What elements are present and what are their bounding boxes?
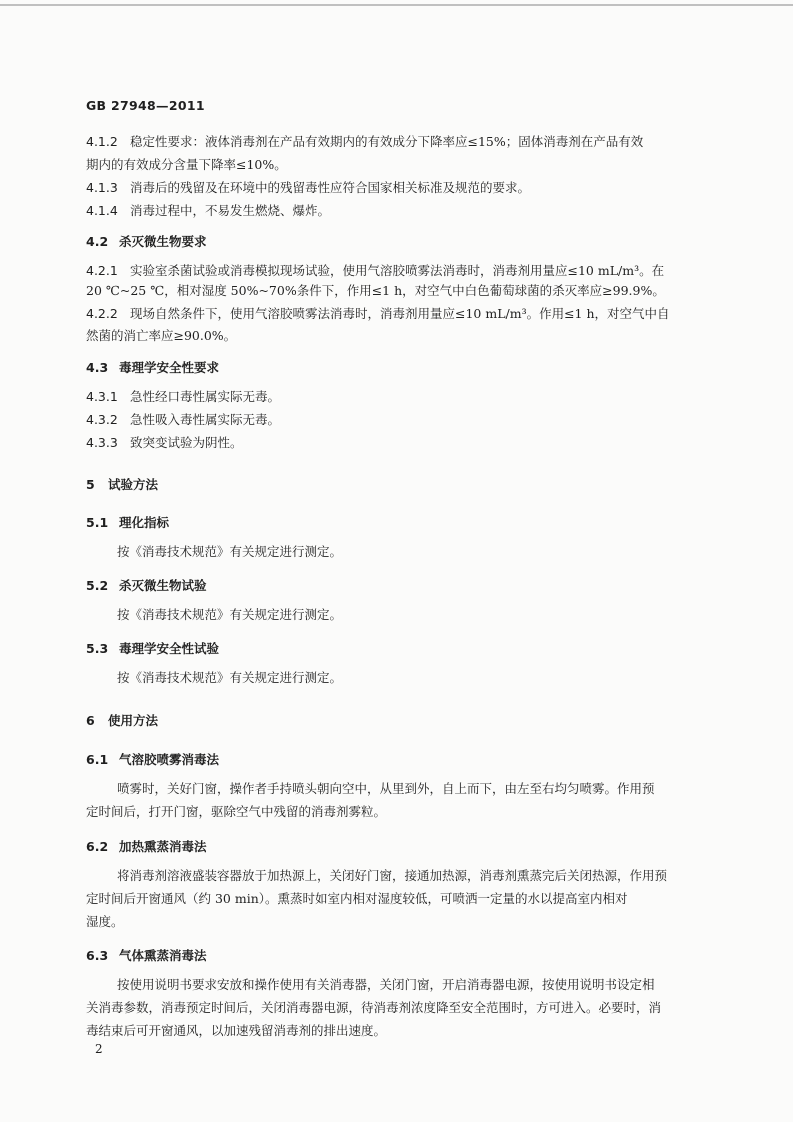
section-5-3-text: 按《消毒技术规范》有关规定进行测定。 (117, 670, 343, 685)
clause-4-3-3 (86, 435, 243, 451)
section-6-3-text-line1: 按使用说明书要求安放和操作使用有关消毒器，关闭门窗，开启消毒器电源，按使用说明书设定相 (117, 977, 655, 992)
clause-number: 4.1.3 (86, 180, 118, 195)
standard-id: GB 27948—2011 (86, 98, 205, 113)
clause-4-3-1 (86, 389, 280, 405)
clause-text: 稳定性要求：液体消毒剂在产品有效期内的有效成分下降率应≤15%；固体消毒剂在产品有效 (130, 134, 644, 149)
clause-number: 4.3.3 (86, 435, 118, 450)
clause-text: 急性经口毒性属实际无毒。 (130, 389, 281, 404)
clause-4-2-1-cont: 20 ℃~25 ℃，相对湿度 50%~70%条件下，作用≤1 h，对空气中白色葡萄球菌的杀灭率应≥99.9%。 (86, 283, 665, 298)
clause-number: 4.3.2 (86, 412, 118, 427)
section-number: 5.3 (86, 641, 109, 656)
clause-4-2-2 (86, 306, 670, 322)
clause-number: 4.3.1 (86, 389, 118, 404)
section-6-1-heading (86, 752, 219, 768)
clause-4-1-2 (86, 134, 710, 150)
section-title: 加热熏蒸消毒法 (119, 839, 207, 854)
clause-text: 消毒过程中，不易发生燃烧、爆炸。 (130, 203, 331, 218)
section-title: 杀灭微生物要求 (119, 234, 207, 249)
clause-number: 4.1.4 (86, 203, 118, 218)
clause-4-3-2 (86, 412, 280, 428)
section-title: 气体熏蒸消毒法 (119, 948, 207, 963)
chapter-title: 试验方法 (108, 477, 159, 492)
chapter-5-heading (86, 477, 158, 493)
section-6-2-heading (86, 839, 207, 855)
section-number: 5.2 (86, 578, 109, 593)
section-number: 6.1 (86, 752, 109, 767)
section-4-2-heading (86, 234, 207, 250)
section-4-3-heading (86, 360, 219, 376)
section-5-3-heading (86, 641, 219, 657)
section-6-3-heading (86, 948, 207, 964)
section-6-2-text-line2: 定时间后开窗通风（约 30 min）。熏蒸时如室内相对湿度较低，可喷洒一定量的水以提高室内相对 (86, 891, 628, 906)
section-5-1-heading (86, 515, 169, 531)
section-number: 4.3 (86, 360, 109, 375)
chapter-number: 5 (86, 477, 95, 492)
clause-4-1-4 (86, 203, 330, 219)
clause-text: 消毒后的残留及在环境中的残留毒性应符合国家相关标准及规范的要求。 (130, 180, 531, 195)
section-number: 4.2 (86, 234, 109, 249)
clause-number: 4.1.2 (86, 134, 118, 149)
section-6-1-text-line1: 喷雾时，关好门窗，操作者手持喷头朝向空中，从里到外，自上而下，由左至右均匀喷雾。作用预 (117, 781, 655, 796)
clause-number: 4.2.1 (86, 263, 118, 278)
top-rule (0, 4, 793, 6)
section-title: 理化指标 (119, 515, 170, 530)
clause-text: 现场自然条件下，使用气溶胶喷雾法消毒时，消毒剂用量应≤10 mL/m³。作用≤1 h，对空气中自 (130, 306, 670, 321)
chapter-6-heading (86, 713, 158, 729)
clause-4-1-3 (86, 180, 530, 196)
section-5-1-text: 按《消毒技术规范》有关规定进行测定。 (117, 544, 343, 559)
section-number: 5.1 (86, 515, 109, 530)
section-6-3-text-line3: 毒结束后可开窗通风，以加速残留消毒剂的排出速度。 (86, 1023, 387, 1038)
section-5-2-text: 按《消毒技术规范》有关规定进行测定。 (117, 607, 343, 622)
section-title: 毒理学安全性试验 (119, 641, 220, 656)
section-title: 杀灭微生物试验 (119, 578, 207, 593)
clause-text: 实验室杀菌试验或消毒模拟现场试验，使用气溶胶喷雾法消毒时，消毒剂用量应≤10 mL/m³。在 (130, 263, 665, 278)
section-number: 6.2 (86, 839, 109, 854)
chapter-title: 使用方法 (108, 713, 159, 728)
chapter-number: 6 (86, 713, 95, 728)
section-6-2-text-line3: 湿度。 (86, 914, 124, 929)
clause-4-2-2-cont: 然菌的消亡率应≥90.0%。 (86, 328, 237, 343)
clause-text: 致突变试验为阴性。 (130, 435, 243, 450)
clause-text: 急性吸入毒性属实际无毒。 (130, 412, 281, 427)
section-title: 毒理学安全性要求 (119, 360, 220, 375)
section-6-2-text-line1: 将消毒剂溶液盛装容器放于加热源上，关闭好门窗，接通加热源，消毒剂熏蒸完后关闭热源，作用预 (117, 868, 668, 883)
page-number: 2 (95, 1042, 103, 1056)
clause-4-2-1 (86, 263, 664, 279)
section-6-3-text-line2: 关消毒参数，消毒预定时间后，关闭消毒器电源，待消毒剂浓度降至安全范围时，方可进入。必要时，消 (86, 1000, 662, 1015)
section-number: 6.3 (86, 948, 109, 963)
section-5-2-heading (86, 578, 207, 594)
clause-4-1-2-cont: 期内的有效成分含量下降率≤10%。 (86, 157, 287, 172)
clause-number: 4.2.2 (86, 306, 118, 321)
section-title: 气溶胶喷雾消毒法 (119, 752, 220, 767)
section-6-1-text-line2: 定时间后，打开门窗，驱除空气中残留的消毒剂雾粒。 (86, 804, 387, 819)
